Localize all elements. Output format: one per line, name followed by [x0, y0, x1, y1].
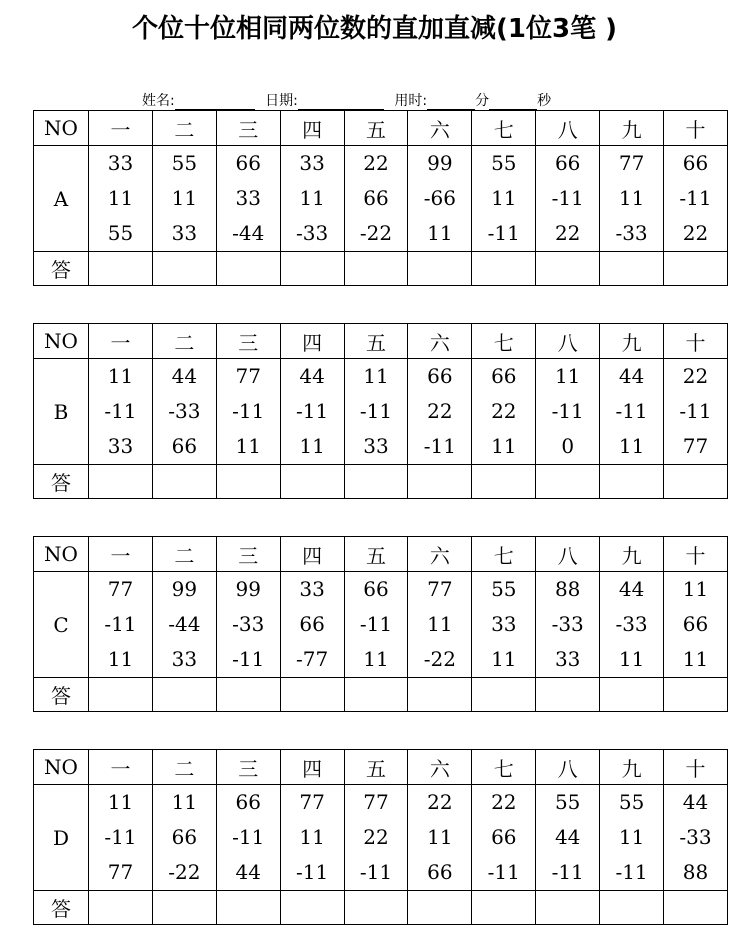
section-label-cell: B: [34, 359, 89, 465]
problem-number: 22: [427, 399, 453, 423]
problem-cell: [216, 359, 280, 465]
problem-number: 11: [427, 221, 453, 245]
column-header-cell: 九: [600, 111, 664, 146]
problem-number: 66: [554, 151, 581, 175]
problem-number: 22: [363, 151, 389, 175]
answer-cell[interactable]: [344, 252, 408, 286]
problem-number: 66: [171, 825, 198, 849]
problem-number: -22: [168, 860, 201, 884]
date-label: 日期:: [265, 93, 298, 109]
problem-cell: [536, 146, 600, 252]
problem-cell: [408, 359, 472, 465]
answer-cell[interactable]: [280, 891, 344, 925]
problem-cell: [152, 359, 216, 465]
problem-number: 11: [107, 790, 134, 814]
problem-cell: [280, 785, 344, 891]
problem-number: 33: [171, 221, 198, 245]
answer-cell[interactable]: [536, 678, 600, 712]
problem-number: 88: [682, 860, 709, 884]
problem-number: 11: [491, 186, 517, 210]
problem-number: 11: [107, 647, 134, 671]
problem-number: 66: [235, 790, 261, 814]
problem-number: 66: [235, 151, 261, 175]
problem-number: 11: [491, 647, 517, 671]
problem-cell: [664, 785, 728, 891]
problem-number: 33: [107, 151, 134, 175]
problem-number: 11: [682, 647, 709, 671]
problem-number: 44: [682, 790, 709, 814]
column-header-cell: 九: [600, 324, 664, 359]
problem-cell: [472, 146, 536, 252]
problem-cell: [408, 785, 472, 891]
answer-cell[interactable]: [89, 678, 153, 712]
problem-cell: [152, 572, 216, 678]
problem-cell: [536, 572, 600, 678]
answer-label-cell: 答: [34, 465, 89, 499]
answer-cell[interactable]: [216, 465, 280, 499]
answer-label-cell: 答: [34, 891, 89, 925]
answer-cell[interactable]: [89, 252, 153, 286]
problem-cell: [280, 146, 344, 252]
answer-cell[interactable]: [344, 678, 408, 712]
minute-label: 分: [475, 93, 490, 109]
column-header-cell: 一: [89, 111, 153, 146]
problem-number: 11: [618, 825, 645, 849]
problem-number: 44: [554, 825, 581, 849]
problem-number: 11: [235, 434, 261, 458]
problem-number: -22: [423, 647, 456, 671]
problem-number: -11: [615, 399, 648, 423]
problem-number: -44: [168, 612, 201, 636]
answer-cell[interactable]: [664, 465, 728, 499]
problem-number: -11: [615, 860, 648, 884]
answer-cell[interactable]: [536, 465, 600, 499]
page-title: 个位十位相同两位数的直加直减(1位3笔 ): [132, 14, 617, 44]
problem-number: 66: [427, 364, 453, 388]
answer-cell[interactable]: [600, 465, 664, 499]
answer-cell[interactable]: [152, 465, 216, 499]
problem-number: -11: [296, 860, 329, 884]
problem-number: 44: [171, 364, 198, 388]
problem-number: -11: [232, 647, 265, 671]
problem-cell: [89, 146, 153, 252]
column-header-cell: 七: [472, 324, 536, 359]
problem-number: 77: [682, 434, 709, 458]
answer-cell[interactable]: [216, 678, 280, 712]
answer-cell[interactable]: [280, 465, 344, 499]
problem-cell: [664, 572, 728, 678]
answer-cell[interactable]: [89, 891, 153, 925]
no-header-cell: NO: [34, 537, 89, 572]
column-header-cell: 九: [600, 537, 664, 572]
problem-cell: [89, 572, 153, 678]
problem-number: -33: [232, 612, 265, 636]
problem-number: 66: [491, 825, 517, 849]
problem-number: 33: [299, 577, 325, 601]
answer-cell[interactable]: [216, 891, 280, 925]
answer-label-cell: 答: [34, 678, 89, 712]
problem-number: 11: [299, 825, 325, 849]
problem-number: 44: [618, 364, 645, 388]
problem-cell: [152, 785, 216, 891]
problem-cell: [664, 359, 728, 465]
problem-number: -11: [359, 860, 393, 884]
column-header-cell: 七: [472, 111, 536, 146]
answer-cell[interactable]: [536, 891, 600, 925]
problem-number: -11: [104, 612, 137, 636]
problem-number: -11: [232, 399, 265, 423]
problem-cell: [536, 785, 600, 891]
column-header-cell: 九: [600, 750, 664, 785]
column-header-cell: 八: [536, 750, 600, 785]
answer-cell[interactable]: [664, 891, 728, 925]
column-header-cell: 二: [152, 111, 216, 146]
name-label: 姓名:: [142, 93, 175, 109]
problem-number: -77: [296, 647, 329, 671]
column-header-cell: 三: [216, 111, 280, 146]
no-header-cell: NO: [34, 324, 89, 359]
answer-cell[interactable]: [600, 891, 664, 925]
problem-number: 11: [299, 186, 325, 210]
problem-number: 77: [427, 577, 453, 601]
problem-number: -11: [359, 399, 393, 423]
column-header-cell: 二: [152, 537, 216, 572]
problem-cell: [216, 146, 280, 252]
answer-cell[interactable]: [152, 891, 216, 925]
problem-number: 33: [107, 434, 134, 458]
answer-cell[interactable]: [536, 252, 600, 286]
problem-number: 99: [171, 577, 198, 601]
problem-number: 55: [491, 151, 517, 175]
problem-cell: [344, 146, 408, 252]
column-header-cell: 四: [280, 537, 344, 572]
answer-cell[interactable]: [344, 891, 408, 925]
problem-cell: [152, 146, 216, 252]
problem-number: 11: [107, 364, 134, 388]
problem-number: 11: [299, 434, 325, 458]
problem-number: 11: [107, 186, 134, 210]
problem-number: -66: [423, 186, 456, 210]
column-header-cell: 二: [152, 750, 216, 785]
column-header-cell: 六: [408, 111, 472, 146]
column-header-cell: 四: [280, 324, 344, 359]
problem-number: -44: [232, 221, 265, 245]
problem-cell: [536, 359, 600, 465]
section-label-cell: A: [34, 146, 89, 252]
name-blank[interactable]: [175, 95, 255, 110]
no-header-cell: NO: [34, 111, 89, 146]
column-header-cell: 十: [664, 111, 728, 146]
problem-number: 11: [363, 364, 389, 388]
problem-number: 11: [618, 186, 645, 210]
problem-number: 22: [682, 364, 709, 388]
problem-number: 77: [299, 790, 325, 814]
problem-number: 44: [299, 364, 325, 388]
problem-number: 22: [491, 399, 517, 423]
problem-cell: [600, 572, 664, 678]
problem-number: 11: [682, 577, 709, 601]
problem-number: 11: [554, 364, 581, 388]
problem-cell: [472, 785, 536, 891]
problem-number: 88: [554, 577, 581, 601]
problem-number: 66: [682, 151, 709, 175]
problem-number: -11: [104, 399, 137, 423]
problem-number: 77: [618, 151, 645, 175]
answer-cell[interactable]: [152, 678, 216, 712]
problem-number: -11: [104, 825, 137, 849]
column-header-cell: 三: [216, 750, 280, 785]
problem-cell: [408, 572, 472, 678]
problem-cell: [600, 785, 664, 891]
problem-number: 33: [171, 647, 198, 671]
column-header-cell: 三: [216, 537, 280, 572]
seconds-blank[interactable]: [489, 95, 537, 110]
problem-number: -11: [487, 860, 520, 884]
problem-cell: [216, 785, 280, 891]
answer-cell[interactable]: [280, 678, 344, 712]
column-header-cell: 十: [664, 537, 728, 572]
problem-number: 55: [618, 790, 645, 814]
answer-cell[interactable]: [664, 678, 728, 712]
answer-cell[interactable]: [472, 465, 536, 499]
column-header-cell: 十: [664, 324, 728, 359]
problem-number: 66: [682, 612, 709, 636]
problem-number: 44: [235, 860, 261, 884]
problem-number: 22: [427, 790, 453, 814]
answer-cell[interactable]: [472, 891, 536, 925]
problem-number: 11: [491, 434, 517, 458]
problem-table-d: [33, 749, 728, 925]
second-label: 秒: [537, 93, 552, 109]
problem-cell: [408, 146, 472, 252]
problem-number: 22: [554, 221, 581, 245]
problem-table-b: [33, 323, 728, 499]
problem-number: 55: [491, 577, 517, 601]
problem-number: 33: [554, 647, 581, 671]
answer-cell[interactable]: [344, 465, 408, 499]
problem-number: 33: [363, 434, 389, 458]
problem-number: 66: [491, 364, 517, 388]
problem-cell: [600, 146, 664, 252]
problem-number: 66: [299, 612, 325, 636]
problem-number: -33: [168, 399, 201, 423]
column-header-cell: 七: [472, 537, 536, 572]
answer-cell[interactable]: [472, 252, 536, 286]
problem-number: 11: [171, 186, 198, 210]
problem-number: 77: [107, 860, 134, 884]
column-header-cell: 八: [536, 324, 600, 359]
column-header-cell: 五: [344, 111, 408, 146]
answer-cell[interactable]: [600, 252, 664, 286]
problem-table-a: [33, 110, 728, 286]
problem-cell: [344, 359, 408, 465]
problem-number: 99: [235, 577, 261, 601]
problem-number: -22: [359, 221, 393, 245]
problem-cell: [89, 359, 153, 465]
problem-number: 11: [427, 612, 453, 636]
section-label-cell: D: [34, 785, 89, 891]
problem-number: 33: [491, 612, 517, 636]
problem-cell: [664, 146, 728, 252]
problem-number: -11: [296, 399, 329, 423]
column-header-cell: 十: [664, 750, 728, 785]
column-header-cell: 五: [344, 750, 408, 785]
problem-number: 77: [363, 790, 389, 814]
column-header-cell: 八: [536, 537, 600, 572]
problem-number: 0: [561, 434, 575, 458]
column-header-cell: 四: [280, 111, 344, 146]
column-header-cell: 二: [152, 324, 216, 359]
problem-number: 11: [427, 825, 453, 849]
problem-cell: [216, 572, 280, 678]
problem-number: -11: [551, 860, 584, 884]
column-header-cell: 一: [89, 324, 153, 359]
problem-number: 55: [171, 151, 198, 175]
problem-number: -33: [679, 825, 712, 849]
problem-number: -33: [296, 221, 329, 245]
column-header-cell: 六: [408, 324, 472, 359]
column-header-cell: 一: [89, 750, 153, 785]
problem-number: -11: [551, 186, 584, 210]
answer-cell[interactable]: [408, 891, 472, 925]
answer-cell[interactable]: [472, 678, 536, 712]
problem-number: 22: [682, 221, 709, 245]
problem-number: 11: [618, 434, 645, 458]
problem-number: 33: [299, 151, 325, 175]
problem-number: 11: [171, 790, 198, 814]
problem-cell: [280, 359, 344, 465]
problem-number: 11: [618, 647, 645, 671]
section-label-cell: C: [34, 572, 89, 678]
answer-cell[interactable]: [408, 465, 472, 499]
problem-cell: [280, 572, 344, 678]
answer-cell[interactable]: [408, 678, 472, 712]
problem-cell: [472, 359, 536, 465]
problem-cell: [472, 572, 536, 678]
problem-number: 66: [363, 577, 389, 601]
problem-cell: [89, 785, 153, 891]
problem-number: 55: [554, 790, 581, 814]
problem-number: -11: [487, 221, 520, 245]
time-label: 用时:: [394, 93, 428, 109]
problem-number: -11: [359, 612, 393, 636]
problem-number: 77: [107, 577, 134, 601]
answer-cell[interactable]: [664, 252, 728, 286]
problem-number: 55: [107, 221, 134, 245]
student-info-line: [142, 90, 551, 110]
column-header-cell: 五: [344, 324, 408, 359]
problem-number: 99: [427, 151, 453, 175]
problem-number: 44: [618, 577, 645, 601]
problem-cell: [344, 572, 408, 678]
answer-cell[interactable]: [152, 252, 216, 286]
column-header-cell: 七: [472, 750, 536, 785]
problem-number: 66: [427, 860, 453, 884]
answer-cell[interactable]: [216, 252, 280, 286]
problem-table-c: [33, 536, 728, 712]
problem-number: 22: [363, 825, 389, 849]
no-header-cell: NO: [34, 750, 89, 785]
problem-number: -11: [679, 399, 712, 423]
column-header-cell: 一: [89, 537, 153, 572]
problem-number: 11: [363, 647, 389, 671]
column-header-cell: 六: [408, 537, 472, 572]
problem-number: -33: [615, 221, 648, 245]
problem-number: -11: [551, 399, 584, 423]
problem-number: -11: [423, 434, 456, 458]
column-header-cell: 三: [216, 324, 280, 359]
answer-cell[interactable]: [280, 252, 344, 286]
problem-number: 22: [491, 790, 517, 814]
problem-cell: [344, 785, 408, 891]
date-blank[interactable]: [298, 95, 384, 110]
problem-number: -33: [551, 612, 584, 636]
problem-number: 77: [235, 364, 261, 388]
problem-cell: [600, 359, 664, 465]
problem-number: 33: [235, 186, 261, 210]
column-header-cell: 八: [536, 111, 600, 146]
problem-number: -33: [615, 612, 648, 636]
problem-number: -11: [679, 186, 712, 210]
column-header-cell: 四: [280, 750, 344, 785]
answer-label-cell: 答: [34, 252, 89, 286]
problem-number: 66: [363, 186, 389, 210]
answer-cell[interactable]: [600, 678, 664, 712]
problem-number: 66: [171, 434, 198, 458]
column-header-cell: 六: [408, 750, 472, 785]
column-header-cell: 五: [344, 537, 408, 572]
answer-cell[interactable]: [408, 252, 472, 286]
problem-number: -11: [232, 825, 265, 849]
minutes-blank[interactable]: [427, 95, 475, 110]
answer-cell[interactable]: [89, 465, 153, 499]
